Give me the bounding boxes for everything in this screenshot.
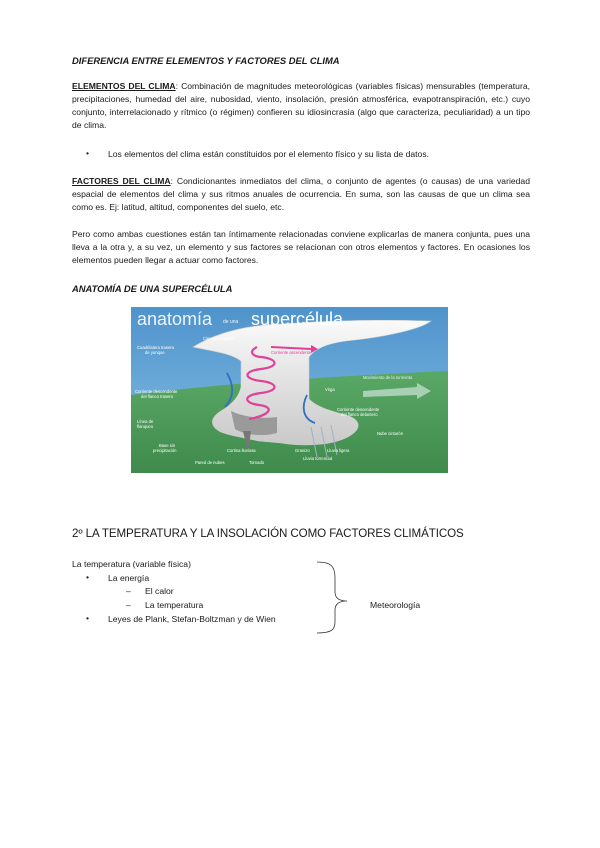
label-lluvia-ligera: Lluvia ligera <box>327 448 350 453</box>
label-de-yunque: de yunque <box>145 350 165 355</box>
figure-title-left: anatomía <box>137 309 213 329</box>
label-granizo: Granizo <box>295 448 310 453</box>
heat-subitem: El calor <box>145 586 174 596</box>
label-corriente-asc: Corriente ascendente <box>271 350 312 355</box>
label-cuadrilatera: Cuadrilatera trasera <box>137 345 175 350</box>
section2-title: 2º LA TEMPERATURA Y LA INSOLACIÓN COMO FACTORES CLIMÁTICOS <box>72 527 464 540</box>
elementos-text: : Combinación de magnitudes meteorológicas (variables físicas) mensurables (temperatura, precipitaciones, humedad del aire, nubosidad, viento, insolación, presión atmosférica, evapotranspiración, etc.) cuyo conjunto, interrelacionado y rítmico (o régimen) confieren su idiosincrasia (algo que caracteriza, peculiaridad) a un tipo de clima. <box>72 81 530 131</box>
label-pared: Pared de nubes <box>195 460 225 465</box>
label-linea-2: flanqueo <box>137 424 154 429</box>
page-title: DIFERENCIA ENTRE ELEMENTOS Y FACTORES DEL CLIMA <box>72 55 340 66</box>
laws-item: Leyes de Plank, Stefan-Boltzman y de Wien <box>108 614 276 624</box>
elementos-label: ELEMENTOS DEL CLIMA <box>72 81 176 91</box>
label-desc-del-1: Corriente descendente <box>337 407 380 412</box>
label-cortina: Cortina lluviosa <box>227 448 256 453</box>
elementos-paragraph <box>72 80 530 132</box>
dash-icon: – <box>126 600 131 610</box>
brace-icon <box>315 560 365 635</box>
bullet-icon: • <box>86 613 90 623</box>
factores-label: FACTORES DEL CLIMA <box>72 176 171 186</box>
label-tornado: Tornado <box>249 460 265 465</box>
label-cima: Cima emergente <box>203 336 234 341</box>
temperature-subitem: La temperatura <box>145 600 204 610</box>
figure-title-right: supercélula <box>251 309 344 329</box>
label-desc-tras-2: del flanco trasero <box>141 394 174 399</box>
factores-text: : Condicionantes inmediatos del clima, o conjunto de agentes (o causas) de una variedad espacial de elementos del clima y sus ritmos anuales de ocurrencia. En suma, son las causas de que un clima sea como es. Ej: latitud, altitud, componentes del suelo, etc. <box>72 176 530 213</box>
relation-paragraph: Pero como ambas cuestiones están tan íntimamente relacionadas conviene explicarlas de manera conjunta, pues una lleva a la otra y, a su vez, un elemento y sus factores se relacionan con otros elementos y factores. En ocasiones los elementos pueden llegar a actuar como factores. <box>72 229 530 266</box>
label-desc-del-2: del flanco delantero <box>341 412 378 417</box>
bullet-icon: • <box>86 572 90 582</box>
dash-icon: – <box>126 586 131 596</box>
label-linea-1: Línea de <box>137 419 154 424</box>
label-yunque: Yunque <box>403 323 418 328</box>
label-virga: Virga <box>325 387 335 392</box>
label-base-2: precipitación <box>153 448 177 453</box>
factores-paragraph <box>72 175 530 214</box>
supercell-figure <box>131 307 448 473</box>
meteorology-label: Meteorología <box>370 600 421 610</box>
label-movimiento: Movimiento de la tormenta <box>363 375 413 380</box>
figure-title-mid: de una <box>223 319 239 325</box>
bullet-icon: • <box>86 148 90 158</box>
temperature-line: La temperatura (variable física) <box>72 559 191 569</box>
label-desc-tras-1: Corriente descendente <box>135 389 178 394</box>
energy-item: La energía <box>108 573 150 583</box>
label-base-1: Base sin <box>159 443 176 448</box>
label-nube-cinturon: Nube cinturón <box>377 431 404 436</box>
section-subtitle: ANATOMÍA DE UNA SUPERCÉLULA <box>72 283 233 294</box>
elementos-bullet: Los elementos del clima están constituidos por el elemento físico y su lista de datos. <box>108 149 430 159</box>
label-lluvia-torrencial: Lluvia torrencial <box>303 456 333 461</box>
